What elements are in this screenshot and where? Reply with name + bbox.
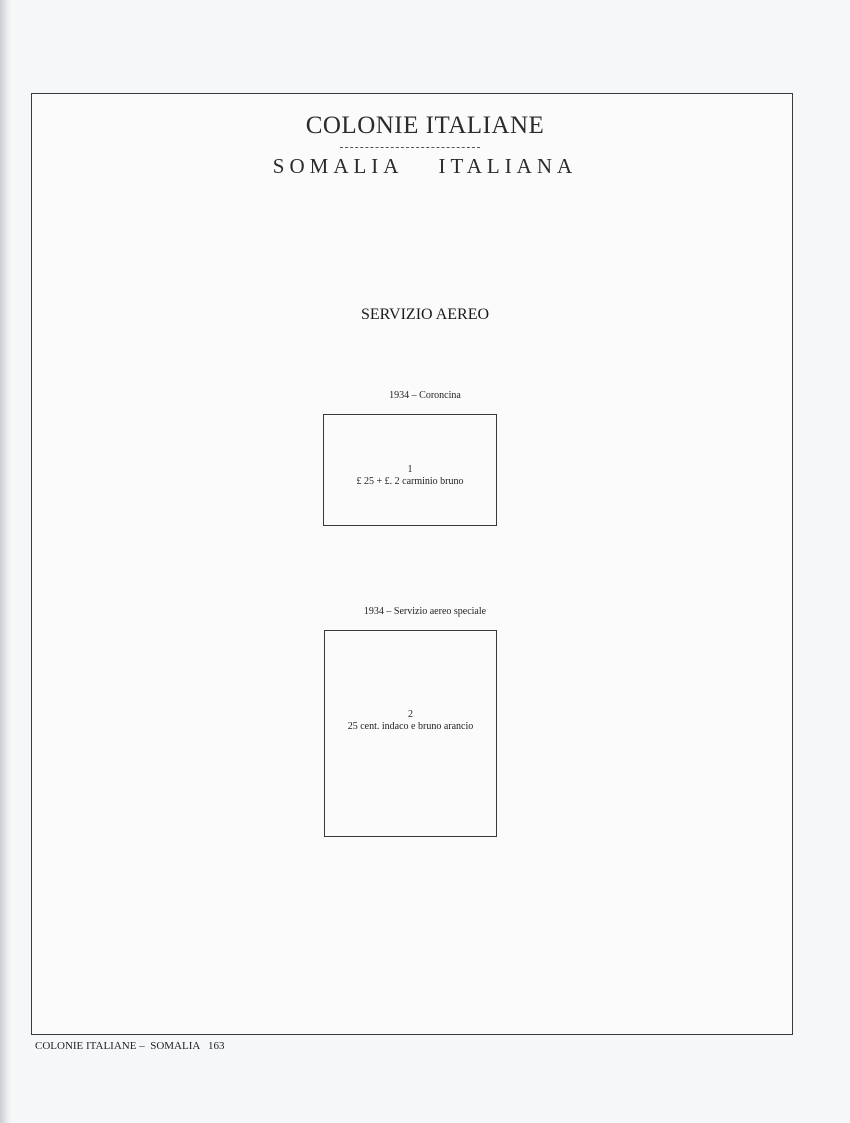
stamp-description: £ 25 + £. 2 carminio bruno: [356, 476, 464, 487]
stamp-description: 25 cent. indaco e bruno arancio: [347, 721, 474, 732]
album-page-frame: [31, 93, 793, 1035]
issue-caption-1: 1934 – Coroncina: [389, 390, 461, 401]
stamp-slot-1: [323, 414, 497, 526]
section-title: SERVIZIO AEREO: [360, 306, 490, 323]
stamp-number: 2: [408, 709, 413, 720]
stamp-number: 1: [407, 464, 413, 475]
title-divider: [340, 147, 480, 148]
page-subtitle: SOMALIA ITALIANA: [272, 154, 578, 178]
page-footer: COLONIE ITALIANE – SOMALIA 163: [35, 1040, 225, 1052]
issue-caption-2: 1934 – Servizio aereo speciale: [363, 606, 487, 617]
stamp-slot-2: [324, 630, 497, 837]
page-title: COLONIE ITALIANE: [305, 112, 545, 139]
